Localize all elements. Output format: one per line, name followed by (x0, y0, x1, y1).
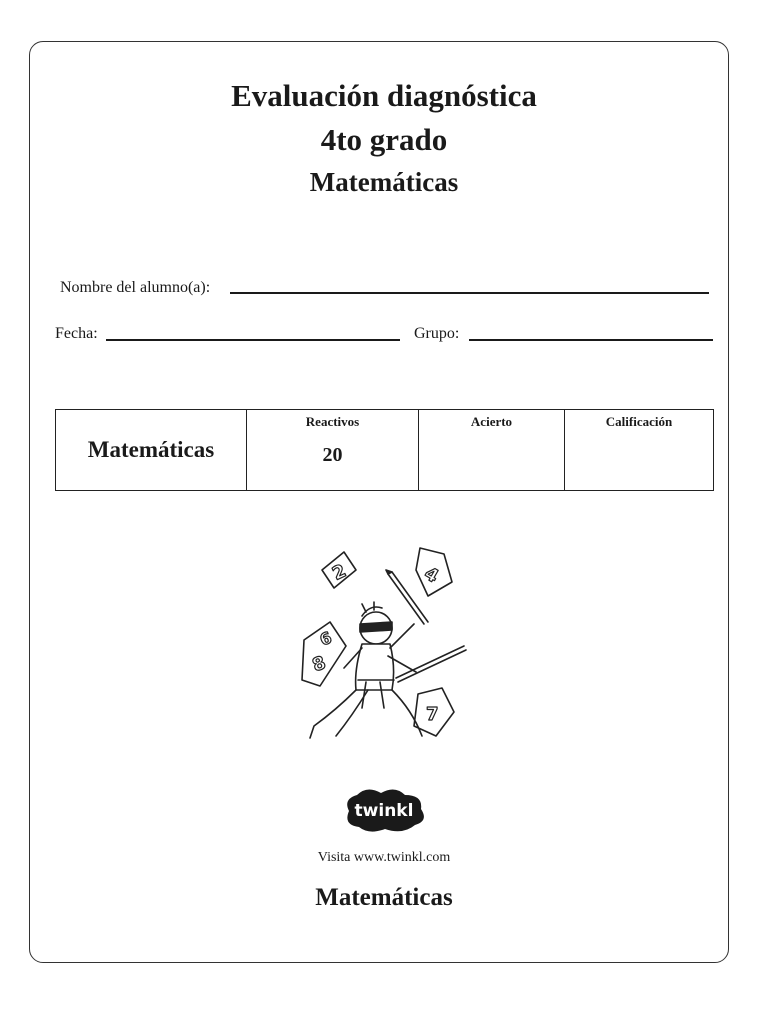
ninja-with-number-cards-icon (296, 540, 472, 750)
card-8-number: 8 (309, 652, 329, 677)
twinkl-logo[interactable] (339, 785, 429, 835)
reactivos-value: 20 (322, 444, 343, 466)
card-4-number: 4 (420, 563, 442, 588)
title-line-2: 4to grado (320, 122, 448, 157)
student-name-line[interactable] (230, 292, 709, 294)
card-2-number: 2 (329, 560, 350, 585)
group-line[interactable] (469, 339, 713, 341)
acierto-header: Acierto (470, 414, 513, 429)
footer-subject: Matemáticas (315, 884, 453, 911)
title-line-3: Matemáticas (309, 167, 459, 197)
title-line-1: Evaluación diagnóstica (231, 78, 537, 113)
twinkl-logo-text: twinkl (354, 801, 414, 821)
calificacion-header: Calificación (605, 414, 673, 429)
group-label: Grupo: (414, 325, 460, 342)
subject-cell: Matemáticas (56, 410, 247, 491)
date-label: Fecha: (55, 325, 98, 342)
card-6-number: 6 (317, 627, 335, 650)
card-7-number: 7 (426, 704, 439, 725)
acierto-cell[interactable] (419, 410, 565, 491)
date-line[interactable] (106, 339, 400, 341)
visit-link-text[interactable]: Visita www.twinkl.com (317, 850, 451, 865)
score-table (55, 409, 714, 491)
student-name-label: Nombre del alumno(a): (60, 279, 211, 296)
reactivos-header: Reactivos (305, 414, 360, 429)
reactivos-cell (247, 410, 419, 491)
calificacion-cell[interactable] (565, 410, 714, 491)
